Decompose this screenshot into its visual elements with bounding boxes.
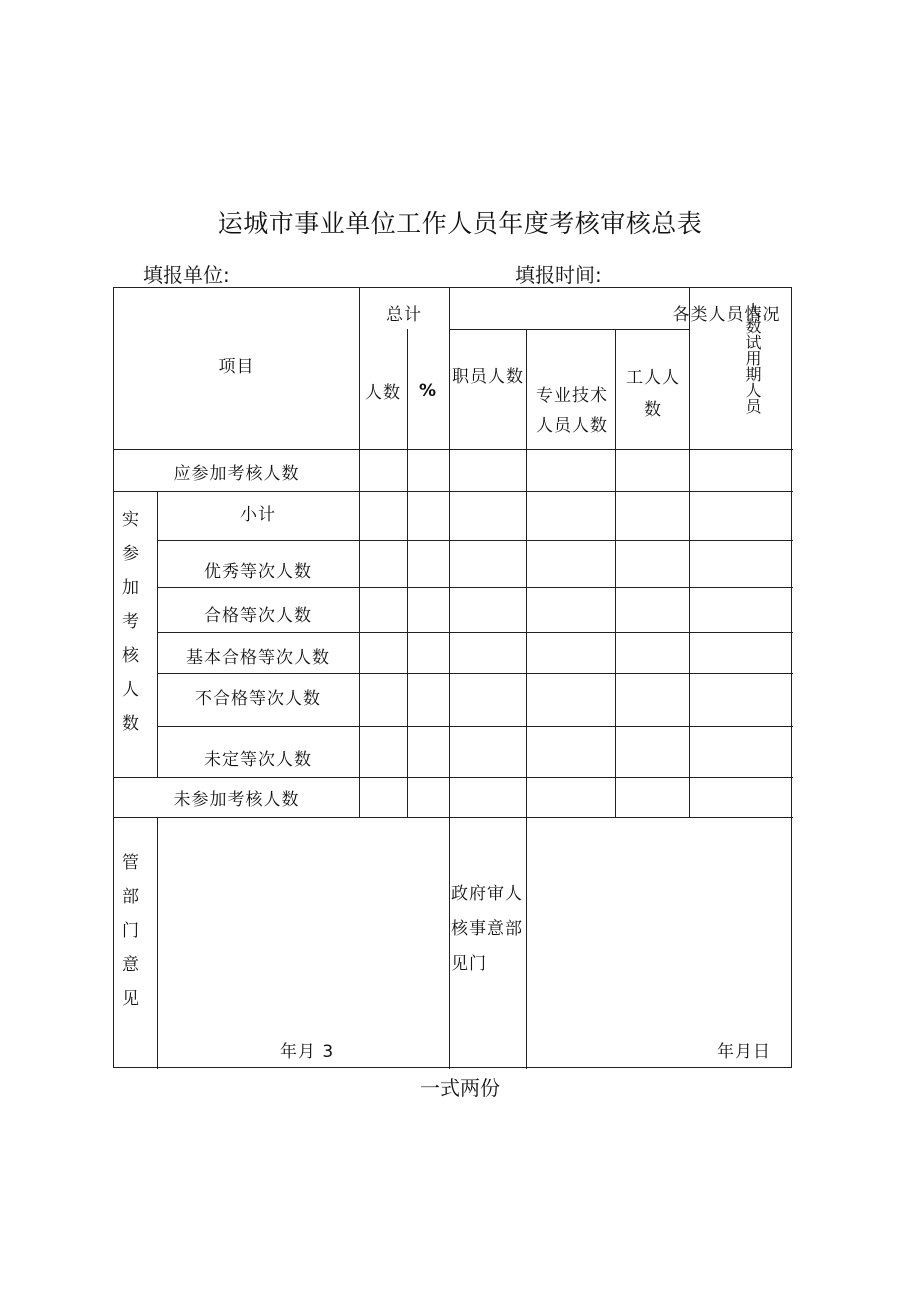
total-percent-header: %	[418, 381, 438, 401]
actual-attend-group-label: 实参加考核人数	[118, 510, 138, 748]
undetermined-count-label: 未定等次人数	[204, 750, 312, 770]
gov-opinion-label: 政府审人核事意部见门	[451, 884, 523, 974]
subtotal-label: 小计	[240, 505, 276, 525]
unqualified-count-label: 不合格等次人数	[195, 689, 321, 709]
dept-opinion-date: 年月 3	[280, 1042, 335, 1062]
item-header: 项目	[218, 357, 255, 377]
fill-time-label: 填报时间:	[515, 263, 602, 287]
review-table	[113, 287, 792, 1068]
staff-count-header: 职员人数	[452, 367, 524, 387]
total-count-header: 人数	[365, 383, 401, 403]
probation-header: 人数试用期人员	[743, 302, 762, 414]
total-header: 总计	[386, 305, 422, 325]
copies-note: 一式两份	[420, 1076, 500, 1100]
excellent-count-label: 优秀等次人数	[204, 562, 312, 582]
dept-opinion-label: 管部门意见	[118, 853, 138, 1023]
basic-qualified-count-label: 基本合格等次人数	[186, 648, 330, 668]
fill-unit-label: 填报单位:	[143, 263, 230, 287]
not-attend-label: 未参加考核人数	[173, 790, 300, 810]
worker-count-header: 工人人数	[626, 368, 680, 420]
gov-opinion-date: 年月日	[717, 1042, 771, 1062]
should-attend-label: 应参加考核人数	[173, 464, 300, 484]
technical-count-header: 专业技术人员人数	[536, 386, 608, 436]
qualified-count-label: 合格等次人数	[204, 606, 312, 626]
form-title: 运城市事业单位工作人员年度考核审核总表	[217, 209, 703, 238]
categories-header: 各类人员情况	[672, 305, 781, 325]
